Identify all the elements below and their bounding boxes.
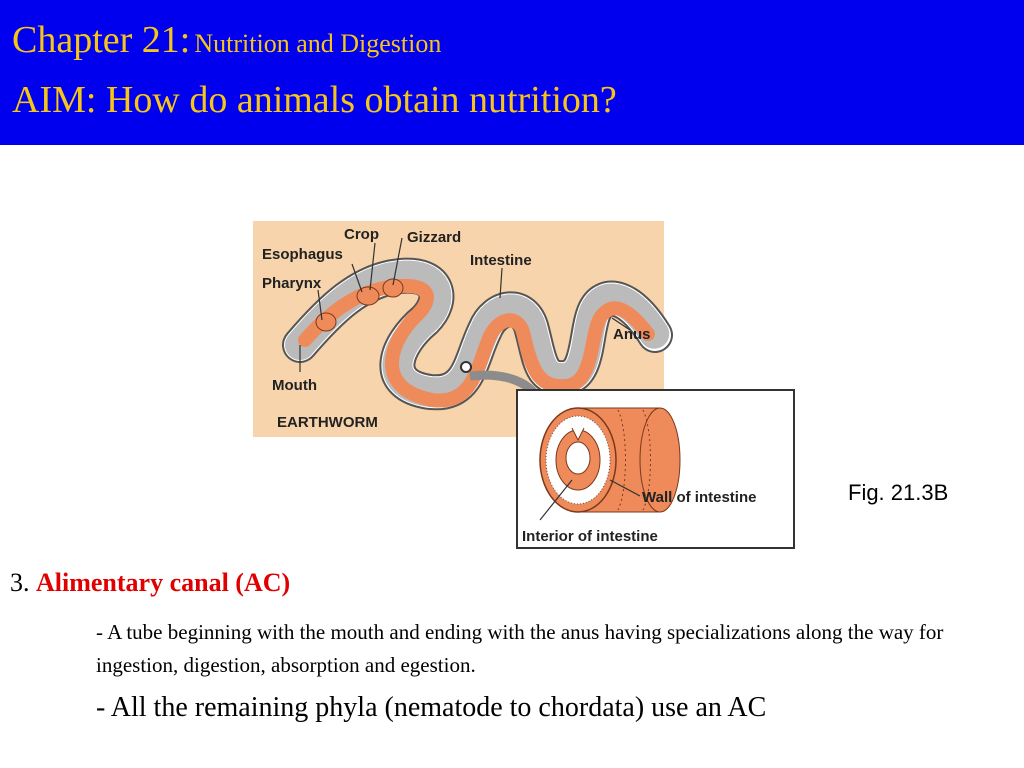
bullet-definition: - A tube beginning with the mouth and ending with the anus having specializations along the way for ingestion, digestion, absorption and egestion. (96, 620, 944, 677)
wall-label: Wall of intestine (642, 489, 757, 506)
chapter-subtitle: Nutrition and Digestion (194, 29, 442, 58)
section-title: Alimentary canal (AC) (36, 568, 291, 597)
figure-caption: Fig. 21.3B (848, 480, 949, 505)
intestine-label: Intestine (470, 252, 532, 269)
mouth-label: Mouth (272, 377, 317, 394)
section-heading (10, 568, 290, 598)
section-number: 3. (10, 568, 30, 597)
interior-label: Interior of intestine (522, 528, 658, 545)
organism-label: EARTHWORM (277, 414, 378, 431)
bullet-phyla: - All the remaining phyla (nematode to chordata) use an AC (96, 692, 767, 723)
gizzard-label: Gizzard (407, 229, 462, 246)
chapter-label: Chapter 21: (12, 19, 191, 61)
pharynx-label: Pharynx (262, 275, 322, 292)
esophagus-label: Esophagus (262, 246, 343, 263)
crop-label: Crop (344, 226, 379, 243)
anus-label: Anus (613, 326, 651, 343)
aim-heading: AIM: How do animals obtain nutrition? (12, 79, 617, 121)
